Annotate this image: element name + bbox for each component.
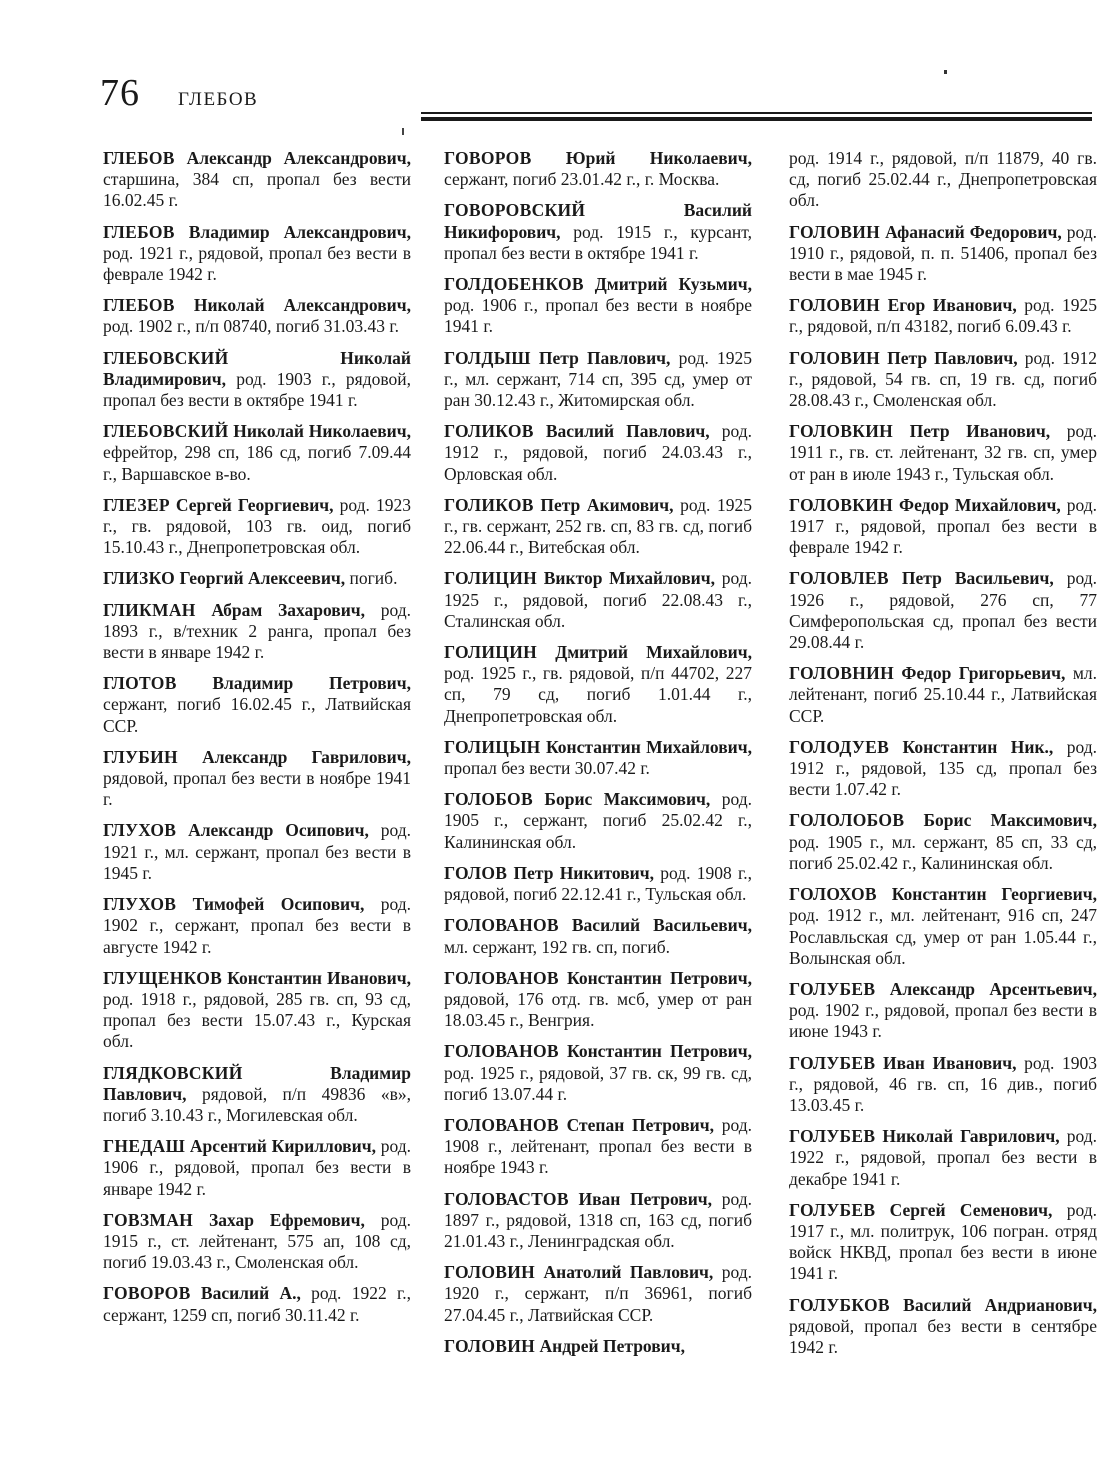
entry-details: род. 1903 г., рядовой, пропал без вести в октябре 1941 г.	[103, 368, 411, 411]
list-item	[444, 968, 752, 1032]
entry-details: род. 1893 г., в/техник 2 ранга, пропал без вести в январе 1942 г.	[103, 599, 412, 663]
list-item	[444, 737, 752, 779]
entry-details: род. 1905 г., сержант, погиб 25.02.42 г., Калининская обл.	[444, 789, 753, 852]
entry-surname: ГЛОТОВ	[103, 673, 177, 694]
entry-surname: ГОЛОВАСТОВ	[444, 1188, 569, 1209]
entry-details: род. 1908 г., рядовой, погиб 22.12.41 г., Тульская обл.	[444, 862, 752, 905]
list-item	[103, 148, 411, 212]
entry-surname: ГЛЕБОВ	[103, 221, 175, 242]
entry-given-name: Захар Ефремович,	[208, 1209, 365, 1230]
entry-given-name: Афанасий Федорович,	[885, 221, 1062, 242]
list-item	[789, 1200, 1097, 1285]
entry-given-name: Петр Никитович,	[513, 862, 655, 883]
entry-details: род. 1925 г., рядовой, 37 гв. ск, 99 гв. сд, погиб 13.07.44 г.	[444, 1062, 752, 1104]
entry-details: род. 1914 г., рядовой, п/п 11879, 40 гв. сд, погиб 25.02.44 г., Днепропетровская обл.	[789, 148, 1097, 211]
entry-details: род. 1922 г., сержант, 1259 сп, погиб 30.11.42 г.	[103, 1283, 411, 1325]
list-item	[444, 915, 752, 957]
list-item	[444, 789, 752, 853]
list-item	[103, 600, 411, 664]
entry-given-name: Василий Андрианович,	[903, 1294, 1098, 1315]
entry-given-name: Иван Петрович,	[578, 1188, 713, 1209]
entry-given-name: Петр Иванович,	[909, 421, 1051, 442]
list-item	[103, 1063, 411, 1127]
entry-given-name: Василий Никифорович,	[444, 200, 752, 242]
list-item	[444, 642, 752, 727]
entry-given-name: Борис Максимович,	[923, 810, 1098, 831]
entry-details: род. 1923 г., гв. рядовой, 103 гв. оид, погиб 15.10.43 г., Днепропетровская обл.	[103, 494, 412, 558]
entry-surname: ГЛЕЗЕР	[103, 494, 170, 515]
entry-surname: ГЛЯДКОВСКИЙ	[103, 1062, 243, 1083]
entry-details: род. 1915 г., курсант, пропал без вести в октябре 1941 г.	[444, 221, 753, 263]
list-item	[444, 1189, 752, 1253]
entry-given-name: Александр Осипович,	[188, 820, 369, 841]
list-item	[789, 295, 1097, 337]
entry-details: род. 1925 г., рядовой, п/п 43182, погиб 6.09.43 г.	[789, 295, 1098, 337]
entry-details: род. 1917 г., рядовой, пропал без вести в феврале 1942 г.	[789, 494, 1098, 558]
entry-details: род. 1920 г., сержант, п/п 36961, погиб 27.04.45 г., Латвийская ССР.	[444, 1262, 753, 1325]
entry-details: сержант, погиб 23.01.42 г., г. Москва.	[444, 169, 720, 190]
entry-given-name: Константин Петрович,	[567, 967, 752, 988]
list-item	[444, 148, 752, 190]
entry-surname: ГОЛОВИН	[789, 221, 881, 242]
entry-surname: ГОЛОЛОБОВ	[789, 810, 905, 831]
entry-surname: ГОВОРОВ	[103, 1283, 191, 1304]
entry-given-name: Василий Павлович,	[545, 421, 710, 442]
entry-details: мл. сержант, 192 гв. сп, погиб.	[444, 936, 670, 957]
entry-surname: ГОЛОДУЕВ	[789, 736, 890, 757]
entry-given-name: Виктор Михайлович,	[543, 568, 716, 589]
entry-surname: ГЛЕБОВ	[103, 148, 175, 168]
entry-surname: ГОЛУБЕВ	[789, 978, 876, 999]
entry-details: род. 1925 г., рядовой, погиб 22.08.43 г., Сталинская обл.	[444, 568, 753, 631]
list-item	[103, 568, 411, 589]
entry-given-name: Иван Иванович,	[882, 1052, 1017, 1073]
list-item	[789, 663, 1097, 727]
entry-given-name: Степан Петрович,	[566, 1114, 715, 1135]
entry-given-name: Федор Григорьевич,	[901, 663, 1066, 684]
entry-given-name: Василий Васильевич,	[571, 915, 752, 936]
entry-details: род. 1922 г., рядовой, пропал без вести в декабре 1941 г.	[789, 1126, 1098, 1189]
entry-surname: ГЛЕБОВСКИЙ	[103, 421, 229, 442]
list-item	[789, 979, 1097, 1043]
entry-surname: ГОЛУБЕВ	[789, 1052, 876, 1073]
entry-given-name: Дмитрий Кузьмич,	[594, 274, 752, 295]
entry-details: род. 1915 г., ст. лейтенант, 575 ап, 108 сд, погиб 19.03.43 г., Смоленская обл.	[103, 1209, 411, 1273]
entry-details: род. 1925 г., мл. сержант, 714 сп, 395 сд, умер от ран 30.12.43 г., Житомирская обл.	[444, 347, 752, 411]
entry-details: род. 1912 г., рядовой, 54 гв. сп, 19 гв. сд, погиб 28.08.43 г., Смоленская обл.	[789, 347, 1098, 411]
entry-given-name: Николай Николаевич,	[233, 421, 411, 442]
entry-surname: ГОЛИКОВ	[444, 421, 534, 442]
list-item	[103, 1283, 411, 1325]
entry-surname: ГЛЕБОВСКИЙ	[103, 347, 229, 368]
entry-details: рядовой, пропал без вести в ноябре 1941 г.	[103, 768, 411, 810]
list-item	[103, 348, 411, 412]
entry-details: рядовой, п/п 49836 «в», погиб 3.10.43 г., Могилевская обл.	[103, 1083, 411, 1125]
entry-given-name: Егор Иванович,	[887, 295, 1017, 316]
entry-surname: ГОЛИЦИН	[444, 642, 538, 663]
list-item	[444, 568, 752, 632]
list-item	[103, 968, 411, 1053]
entry-given-name: Александр Арсентьевич,	[889, 978, 1097, 999]
entry-given-name: Сергей Семенович,	[889, 1199, 1053, 1220]
entry-given-name: Владимир Александрович,	[188, 221, 411, 242]
entry-details: род. 1912 г., мл. лейтенант, 916 сп, 247 Рославльская сд, умер от ран 1.05.44 г., Волынская обл.	[789, 905, 1097, 968]
entry-given-name: Андрей Петрович,	[539, 1335, 686, 1356]
entry-given-name: Абрам Захарович,	[211, 599, 366, 620]
list-item	[789, 421, 1097, 485]
entry-given-name: Константин Петрович,	[567, 1041, 752, 1062]
list-item	[444, 1262, 752, 1326]
list-item	[444, 1041, 752, 1105]
entry-details: род. 1917 г., мл. политрук, 106 погран. отряд войск НКВД, пропал без вести в июне 1941 г.	[789, 1199, 1098, 1284]
entry-details: сержант, погиб 16.02.45 г., Латвийская ССР.	[103, 694, 411, 736]
entry-given-name: Николай Александрович,	[193, 295, 411, 316]
entry-given-name: Владимир Петрович,	[212, 673, 411, 694]
entry-surname: ГОЛИКОВ	[444, 494, 534, 515]
entry-given-name: Александр Гаврилович,	[202, 746, 411, 767]
entry-given-name: Федор Михайлович,	[899, 494, 1061, 515]
list-item	[444, 274, 752, 338]
list-item	[103, 495, 411, 559]
entry-details: старшина, 384 сп, пропал без вести 16.02.45 г.	[103, 169, 411, 211]
entry-surname: ГОЛОВКИН	[789, 494, 894, 515]
entry-details: род. 1911 г., гв. ст. лейтенант, 32 гв. сп, умер от ран в июле 1943 г., Тульская обл.	[789, 421, 1097, 484]
entry-details: род. 1902 г., п/п 08740, погиб 31.03.43 г.	[103, 316, 399, 337]
entry-details: род. 1906 г., пропал без вести в ноябре 1941 г.	[444, 295, 752, 337]
entry-given-name: Петр Акимович,	[540, 494, 674, 515]
entry-details: рядовой, 176 отд. гв. мсб, умер от ран 18.03.45 г., Венгрия.	[444, 988, 752, 1031]
list-item	[444, 1336, 752, 1357]
list-item	[103, 421, 411, 485]
entry-surname: ГОЛОВ	[444, 862, 508, 883]
list-item	[789, 495, 1097, 559]
entry-surname: ГЛИЗКО	[103, 568, 176, 589]
entry-surname: ГНЕДАШ	[103, 1136, 186, 1157]
entry-surname: ГОЛОВИН	[444, 1335, 536, 1356]
list-item	[789, 1295, 1097, 1359]
list-item	[444, 200, 752, 264]
list-item	[103, 673, 411, 737]
list-item	[444, 1115, 752, 1179]
list-item	[444, 348, 752, 412]
list-item	[103, 747, 411, 811]
entry-surname: ГОЛИЦИН	[444, 568, 538, 589]
entry-surname: ГОВОРОВСКИЙ	[444, 200, 586, 221]
list-item	[444, 421, 752, 485]
entry-details: род. 1912 г., рядовой, 135 сд, пропал без вести 1.07.42 г.	[789, 736, 1098, 800]
column-3	[789, 148, 1097, 1368]
entry-given-name: Константин Ник.,	[902, 736, 1054, 757]
entry-details: род. 1926 г., рядовой, 276 сп, 77 Симферопольская сд, пропал без вести 29.08.44 г.	[789, 568, 1098, 653]
entry-surname: ГОЛОВАНОВ	[444, 1114, 559, 1135]
entry-details: род. 1902 г., рядовой, пропал без вести в июне 1943 г.	[789, 1000, 1097, 1042]
list-item	[103, 1210, 411, 1274]
entry-details: род. 1908 г., лейтенант, пропал без вести в ноябре 1943 г.	[444, 1114, 752, 1178]
entry-given-name: Анатолий Павлович,	[543, 1262, 714, 1283]
list-item	[103, 295, 411, 337]
entry-details: рядовой, пропал без вести в сентябре 1942 г.	[789, 1315, 1097, 1357]
list-item	[103, 894, 411, 958]
list-item	[103, 820, 411, 884]
entry-surname: ГОВЗМАН	[103, 1209, 194, 1230]
entry-surname: ГОЛОВАНОВ	[444, 915, 559, 936]
list-item	[789, 1126, 1097, 1190]
entry-surname: ГОЛОВИН	[444, 1262, 536, 1283]
entry-details: род. 1921 г., мл. сержант, пропал без вести в 1945 г.	[103, 820, 411, 883]
entry-given-name: Александр Александрович,	[186, 148, 411, 168]
entry-details: род. 1912 г., рядовой, погиб 24.03.43 г., Орловская обл.	[444, 421, 752, 484]
list-item	[789, 884, 1097, 969]
entry-given-name: Петр Васильевич,	[901, 568, 1054, 589]
entry-surname: ГОЛИЦЫН	[444, 736, 541, 757]
entry-details: род. 1925 г., гв. рядовой, п/п 44702, 227 сп, 79 сд, погиб 1.01.44 г., Днепропетровская обл.	[444, 663, 752, 726]
entry-surname: ГЛУХОВ	[103, 894, 177, 915]
entry-given-name: Петр Павлович,	[538, 347, 671, 368]
entry-given-name: Юрий Николаевич,	[565, 148, 752, 168]
entry-surname: ГЛУХОВ	[103, 820, 177, 841]
entry-details: пропал без вести 30.07.42 г.	[444, 758, 650, 779]
entry-surname: ГЛУБИН	[103, 746, 178, 767]
list-item	[103, 222, 411, 286]
entry-surname: ГОЛУБЕВ	[789, 1126, 876, 1147]
column-2	[444, 148, 752, 1367]
entry-surname: ГОЛУБЕВ	[789, 1199, 876, 1220]
entry-details: род. 1905 г., мл. сержант, 85 сп, 33 сд, погиб 25.02.42 г., Калининская обл.	[789, 831, 1097, 873]
entry-surname: ГЛЕБОВ	[103, 295, 175, 316]
entry-given-name: Константин Иванович,	[227, 967, 411, 988]
list-item	[789, 568, 1097, 653]
list-item	[789, 737, 1097, 801]
list-item	[103, 1136, 411, 1200]
entry-given-name: Владимир Павлович,	[103, 1062, 411, 1104]
entry-surname: ГОЛОХОВ	[789, 884, 877, 905]
entry-details: род. 1921 г., рядовой, пропал без вести в феврале 1942 г.	[103, 242, 411, 285]
running-head: ГЛЕБОВ	[178, 89, 259, 110]
entry-details: род. 1902 г., сержант, пропал без вести в августе 1942 г.	[103, 894, 412, 957]
entry-details: погиб.	[349, 568, 398, 589]
entry-surname: ГОЛОВИН	[789, 295, 881, 316]
entry-details: род. 1903 г., рядовой, 46 гв. сп, 16 див., погиб 13.03.45 г.	[789, 1052, 1098, 1115]
entry-surname: ГОЛОВАНОВ	[444, 967, 559, 988]
entry-details: мл. лейтенант, погиб 25.10.44 г., Латвийская ССР.	[789, 663, 1097, 726]
list-item	[789, 1053, 1097, 1117]
entry-surname: ГОЛОВЛЕВ	[789, 568, 889, 589]
entry-surname: ГОЛДЫШ	[444, 347, 531, 368]
entry-given-name: Николай Гаврилович,	[882, 1126, 1060, 1147]
list-item	[444, 495, 752, 559]
entry-given-name: Борис Максимович,	[544, 789, 711, 810]
entry-given-name: Тимофей Осипович,	[192, 894, 365, 915]
entry-surname: ГОЛОВИН	[789, 347, 881, 368]
entry-given-name: Георгий Алексеевич,	[179, 568, 346, 589]
list-item	[444, 863, 752, 905]
list-item	[789, 348, 1097, 412]
list-item	[789, 810, 1097, 874]
entry-details: род. 1925 г., гв. сержант, 252 гв. сп, 83 гв. сд, погиб 22.06.44 г., Витебская обл.	[444, 494, 753, 558]
entry-given-name: Сергей Георгиевич,	[175, 494, 334, 515]
entry-details: род. 1918 г., рядовой, 285 гв. сп, 93 сд, пропал без вести 15.07.43 г., Курская обл.	[103, 988, 411, 1052]
entry-details: род. 1906 г., рядовой, пропал без вести в январе 1942 г.	[103, 1136, 412, 1199]
entry-given-name: Арсентий Кириллович,	[189, 1136, 376, 1157]
column-1	[103, 148, 411, 1336]
entry-details: ефрейтор, 298 сп, 186 сд, погиб 7.09.44 г., Варшавское в-во.	[103, 442, 411, 484]
entry-surname: ГОЛОВНИН	[789, 663, 894, 684]
entry-given-name: Константин Георгиевич,	[891, 884, 1097, 905]
page-number: 76	[100, 72, 140, 114]
entry-surname: ГЛИКМАН	[103, 599, 196, 620]
entry-surname: ГОВОРОВ	[444, 148, 532, 168]
entry-details: род. 1897 г., рядовой, 1318 сп, 163 сд, погиб 21.01.43 г., Ленинградская обл.	[444, 1188, 752, 1251]
entry-given-name: Дмитрий Михайлович,	[555, 642, 752, 663]
entry-surname: ГОЛУБКОВ	[789, 1294, 890, 1315]
entry-surname: ГОЛОВАНОВ	[444, 1041, 559, 1062]
entry-given-name: Николай Владимирович,	[103, 347, 411, 389]
entry-surname: ГОЛОБОВ	[444, 789, 533, 810]
entry-given-name: Константин Михайлович,	[545, 736, 753, 757]
entry-surname: ГОЛОВКИН	[789, 421, 894, 442]
entry-surname: ГОЛДОБЕНКОВ	[444, 274, 584, 295]
entry-surname: ГЛУЩЕНКОВ	[103, 967, 223, 988]
entry-given-name: Василий А.,	[200, 1283, 301, 1304]
entry-details: род. 1910 г., рядовой, п. п. 51406, пропал без вести в мае 1945 г.	[789, 221, 1098, 285]
list-item	[789, 148, 1097, 212]
entry-given-name: Петр Павлович,	[887, 347, 1018, 368]
list-item	[789, 222, 1097, 286]
